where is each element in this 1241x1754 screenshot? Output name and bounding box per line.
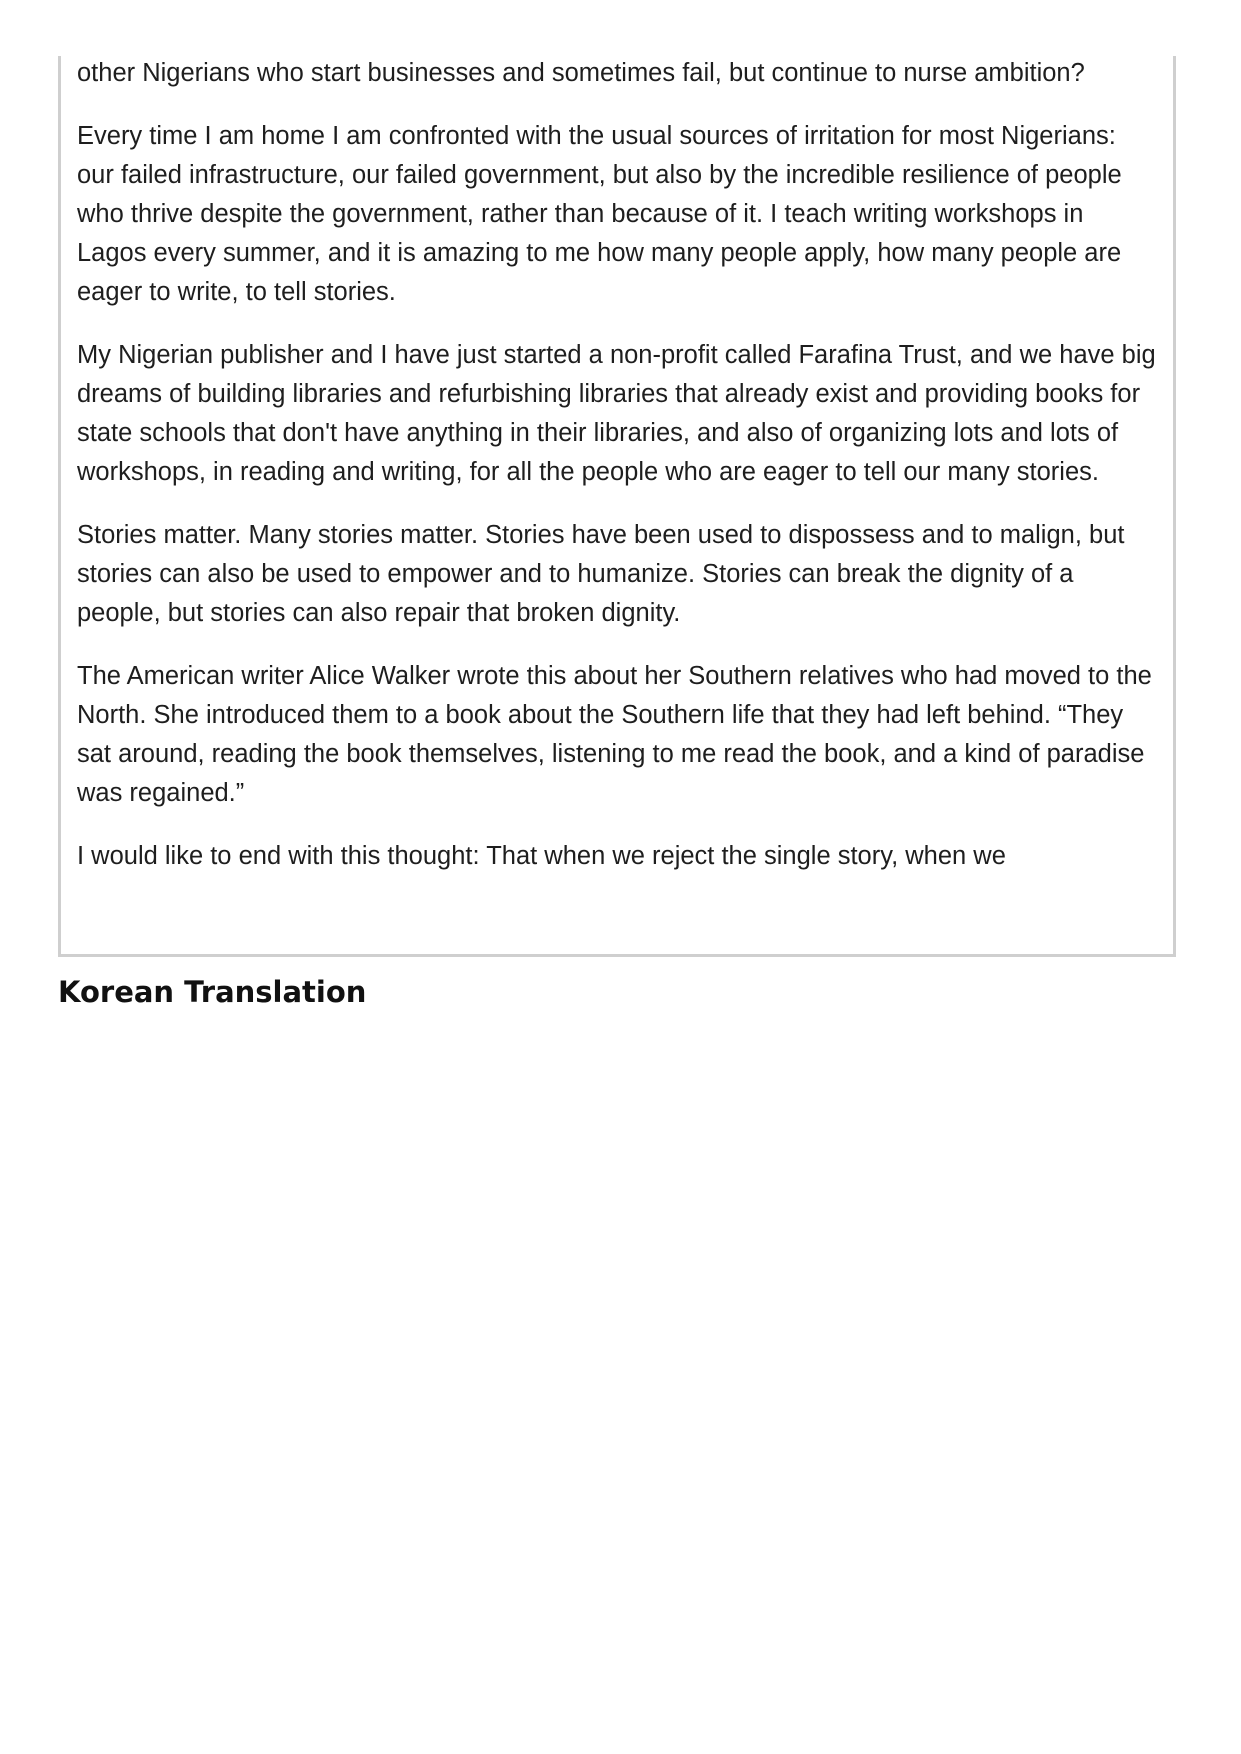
paragraph: Stories matter. Many stories matter. Stories have been used to dispossess and to malign, but stories can also be used to empower and to humanize. Stories can break the dignity of a people, but stories can also repair that broken dignity. <box>77 521 1125 627</box>
paragraph: My Nigerian publisher and I have just started a non-profit called Farafina Trust, and we have big dreams of building libraries and refurbishing libraries that already exist and providing books for state schools that don't have anything in their libraries, and also of organizing lots and lots of workshops, in reading and writing, for all the people who are eager to tell our many stories. <box>77 341 1156 486</box>
paragraph: The American writer Alice Walker wrote this about her Southern relatives who had moved to the North. She introduced them to a book about the Southern life that they had left behind. “They sat around, reading the book themselves, listening to me read the book, and a kind of paradise was regained.” <box>77 662 1152 807</box>
source-text-content <box>77 56 1159 900</box>
paragraph: other Nigerians who start businesses and sometimes fail, but continue to nurse ambition? <box>77 59 1085 87</box>
paragraph: Every time I am home I am confronted with the usual sources of irritation for most Nigerians: our failed infrastructure, our failed government, but also by the incredible resilience of people who thrive despite the government, rather than because of it. I teach writing workshops in Lagos every summer, and it is amazing to me how many people apply, how many people are eager to write, to tell stories. <box>77 122 1122 306</box>
source-text-panel[interactable] <box>58 56 1176 957</box>
translation-heading: Korean Translation <box>58 975 367 1009</box>
paragraph: I would like to end with this thought: That when we reject the single story, when we <box>77 842 1006 870</box>
